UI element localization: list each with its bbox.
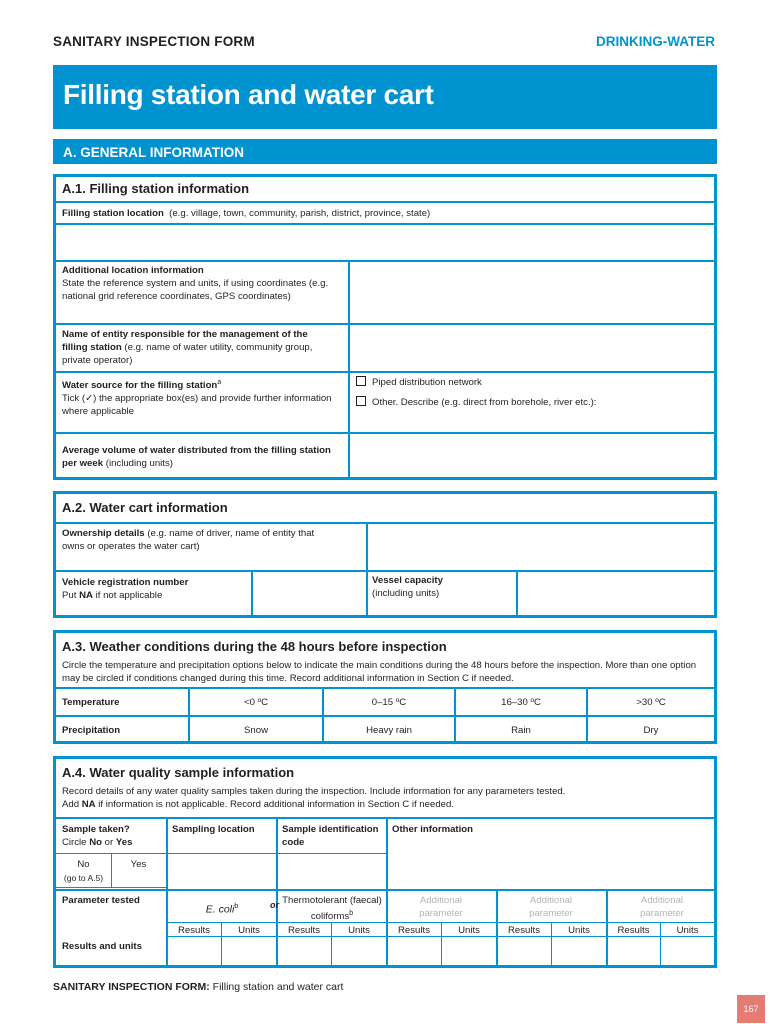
temp-option-below-0[interactable]: <0 ºC [243,697,269,708]
a1-title: A.1. Filling station information [62,181,250,196]
average-volume-field[interactable] [350,434,714,480]
checkbox-other-source[interactable] [356,396,366,406]
results-units-entry-row[interactable] [168,938,714,965]
entity-responsible-field[interactable] [350,325,714,371]
sample-id-header: Sample identification code [282,824,379,848]
average-volume-label: Average volume of water distributed from the filling station per week (including units) [62,445,331,469]
temp-option-above-30[interactable]: >30 ºC [636,697,666,708]
section-a-heading: A. GENERAL INFORMATION [53,139,717,164]
param1-units-header: Units [458,925,480,936]
filling-station-location-label: Filling station location (e.g. village, town, community, parish, district, province, state) [62,208,431,219]
ownership-details-field[interactable] [368,524,714,570]
a4-instructions: Record details of any water quality samples taken during the inspection. Include information for any parameters tested. Add NA if information is not applicable. Record additional information in Section C if needed. [62,786,566,810]
entity-responsible-label: Name of entity responsible for the management of the filling station (e.g. name of water utility, community group, private operator) [62,329,313,366]
precip-option-heavy-rain[interactable]: Heavy rain [366,725,412,736]
thermo-units-header: Units [348,925,370,936]
precip-option-snow[interactable]: Snow [244,725,268,736]
other-information-field[interactable] [388,819,714,887]
form-header: SANITARY INSPECTION FORM [53,34,255,49]
water-source-label: Water source for the filling station$^a$ Tick (✓) the appropriate box(es) and provide further information where applicable [62,379,332,418]
vehicle-registration-field[interactable] [253,572,366,615]
sample-taken-goto: (go to A.5) [63,873,104,883]
param2-units-header: Units [568,925,590,936]
additional-parameter-2[interactable]: Additional parameter [529,895,573,919]
sample-taken-no[interactable]: No [77,859,90,870]
a2-box [53,491,717,618]
additional-location-field[interactable] [350,262,714,323]
sample-taken-label: Sample taken? Circle No or Yes [62,824,133,848]
ecoli-units-header: Units [238,925,260,936]
vessel-capacity-label: Vessel capacity (including units) [372,575,443,599]
sample-taken-yes[interactable]: Yes [130,859,147,870]
param-ecoli: E. coli$^b$ [205,903,239,916]
option-other-source[interactable]: Other. Describe (e.g. direct from borehole, river etc.): [356,396,596,409]
ecoli-results-header: Results [178,925,210,936]
sampling-location-field[interactable] [168,855,276,887]
a3-box [53,630,717,744]
a4-title: A.4. Water quality sample information [62,765,295,780]
a4-box [53,756,717,968]
temperature-label: Temperature [62,697,120,708]
vehicle-registration-label: Vehicle registration number Put NA if not applicable [62,577,189,601]
param1-results-header: Results [398,925,430,936]
param3-results-header: Results [617,925,650,936]
other-information-header: Other information [392,824,474,835]
precip-option-dry[interactable]: Dry [643,725,659,736]
temp-option-16-30[interactable]: 16–30 ºC [501,697,541,708]
a3-instructions: Circle the temperature and precipitation options below to indicate the main conditions during the 48 hours before the inspection. More than one option may be circled if conditions changed during this time. Record additional information in Section C if needed. [62,660,697,684]
checkbox-piped-network[interactable] [356,376,366,386]
param-or: or [270,900,279,910]
a2-title: A.2. Water cart information [62,500,228,515]
precipitation-label: Precipitation [62,725,121,736]
page-title: Filling station and water cart [53,65,717,129]
additional-parameter-3[interactable]: Additional parameter [640,895,684,919]
param2-results-header: Results [508,925,540,936]
a1-box [53,174,717,480]
page-number: 167 [737,995,765,1023]
page-footer: SANITARY INSPECTION FORM: Filling station and water cart [53,981,344,993]
additional-location-label: Additional location information State the reference system and units, if using coordinates (e.g. national grid reference coordinates, GPS coordinates) [62,265,329,302]
category-label: DRINKING-WATER [596,34,715,49]
filling-station-location-field[interactable] [56,224,714,260]
param-thermotolerant: Thermotolerant (faecal) coliforms$^b$ [282,895,382,923]
param3-units-header: Units [676,925,699,936]
a3-title: A.3. Weather conditions during the 48 hours before inspection [62,639,447,654]
thermo-results-header: Results [288,925,320,936]
vessel-capacity-field[interactable] [518,572,714,615]
option-piped-network[interactable]: Piped distribution network [356,376,482,389]
results-and-units-label: Results and units [62,941,142,952]
sample-id-field[interactable] [278,855,386,887]
sampling-location-header: Sampling location [172,824,255,835]
temp-option-0-15[interactable]: 0–15 ºC [371,697,407,708]
parameter-tested-label: Parameter tested [62,895,140,906]
additional-parameter-1[interactable]: Additional parameter [419,895,463,919]
ownership-details-label: Ownership details (e.g. name of driver, name of entity that owns or operates the water cart) [62,528,315,552]
precip-option-rain[interactable]: Rain [511,725,531,736]
